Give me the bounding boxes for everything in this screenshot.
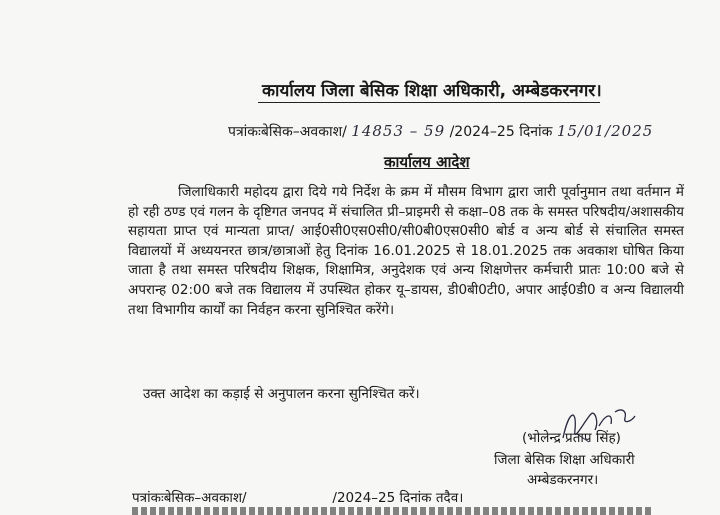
cut-off-text-line <box>132 507 652 515</box>
order-title: कार्यालय आदेश <box>384 153 470 171</box>
signatory-place: अम्बेडकरनगर। <box>527 472 599 488</box>
order-directive: उक्त आदेश का कड़ाई से अनुपालन करना सुनिश्चित करें। <box>143 386 420 402</box>
office-heading: कार्यालय जिला बेसिक शिक्षा अधिकारी, अम्बेडकरनगर। <box>262 81 602 101</box>
reference-session: /2024–25 दिनांक <box>449 124 553 140</box>
heading-underline <box>258 102 600 103</box>
reference-prefix: पत्रांकःबेसिक–अवकाश/ <box>228 124 347 140</box>
footer-reference <box>132 488 463 506</box>
order-body-paragraph: जिलाधिकारी महोदय द्वारा दिये गये निर्देश के क्रम में मौसम विभाग द्वारा जारी पूर्वानुमान तथा वर्तमान में हो रही ठण्ड एवं गलन के दृष्टिगत जनपद में संचालित प्री–प्राइमरी से कक्षा–08 तक के समस्त परिषदीय/अशासकीय सहायता प्राप्त एवं मान्यता प्राप्त/ आई0सी0एस0सी0/सी0बी0एस0सी0 बोर्ड व अन्य बोर्ड से संचालित समस्त विद्यालयों में अध्ययनरत छात्र/छात्राओं हेतु दिनांक 16.01.2025 से 18.01.2025 तक अवकाश घोषित किया जाता है तथा समस्त परिषदीय शिक्षक, शिक्षामित्र, अनुदेशक एवं अन्य शिक्षणेत्तर कर्मचारी प्रातः 10:00 बजे से अपरान्ह 02:00 बजे तक विद्यालय में उपस्थित होकर यू–डायस, डी0बी0टी0, अपार आई0डी0 व अन्य विद्यालयी तथा विभागीय कार्यों का निर्वहन करना सुनिश्चित करेंगे। <box>128 184 684 318</box>
signatory-name: (भोलेन्द्र प्रताप सिंह) <box>522 430 621 446</box>
handwritten-reference-number: 14853 – 59 <box>351 122 446 140</box>
handwritten-reference-date: 15/01/2025 <box>556 122 654 140</box>
signatory-designation: जिला बेसिक शिक्षा अधिकारी <box>494 452 635 468</box>
footer-reference-text: पत्रांकःबेसिक–अवकाश/ /2024–25 दिनांक तदैव। <box>132 490 464 506</box>
reference-line <box>228 122 653 141</box>
